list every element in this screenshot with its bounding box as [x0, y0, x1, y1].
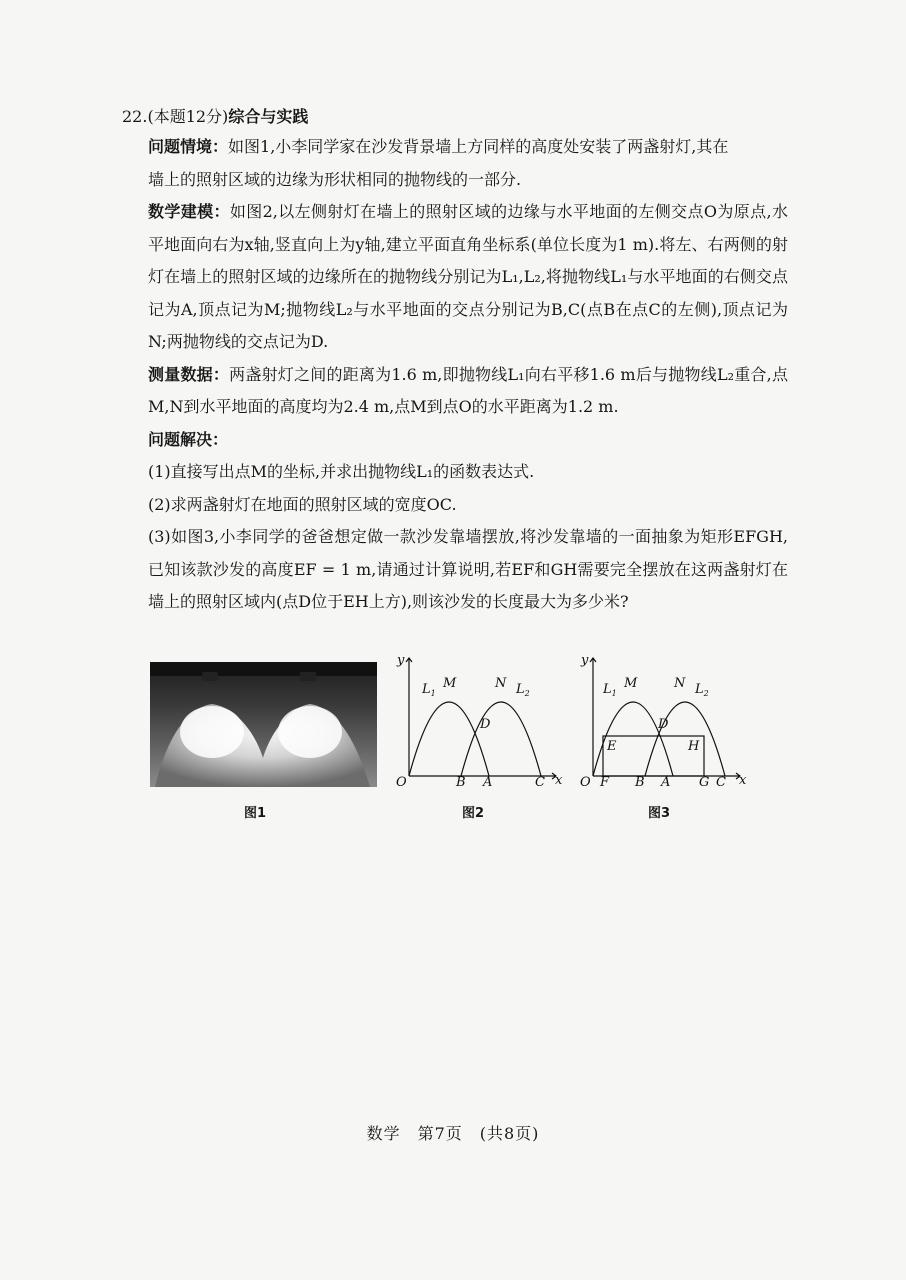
modeling-label: 数学建模： [148, 202, 230, 221]
origin-label: O [580, 775, 591, 788]
l1-label: $L_1$ [422, 682, 436, 698]
question-2: (2)求两盏射灯在地面的照射区域的宽度OC. [148, 494, 457, 514]
figure-1-caption: 图1 [244, 806, 267, 821]
parabola-l1 [593, 702, 673, 776]
origin-label: O [396, 775, 407, 788]
scenario-text-1: 如图1,小李同学家在沙发背景墙上方同样的高度处安装了两盏射灯,其在 [228, 137, 729, 156]
point-m-label: M [624, 676, 638, 691]
solving-label: 问题解决： [148, 429, 229, 449]
point-h-label: H [688, 739, 700, 754]
point-m-label: M [443, 676, 457, 691]
modeling-paragraph [148, 196, 788, 359]
l1-label: $L_1$ [603, 682, 617, 698]
x-axis-label: x [739, 773, 747, 788]
left-spotlight-icon [202, 672, 218, 681]
point-n-label: N [495, 676, 507, 691]
right-spotlight-icon [300, 672, 316, 681]
problem-header [122, 104, 308, 130]
measurement-label: 测量数据： [148, 364, 230, 384]
y-axis-label: y [581, 653, 589, 668]
measurement-paragraph [148, 359, 788, 424]
point-d-label: D [480, 717, 491, 732]
problem-score: (本题12分) [147, 107, 229, 126]
problem-number: 22. [122, 107, 148, 126]
solving-label-line [148, 424, 788, 457]
point-c-label: C [716, 775, 726, 788]
figure-2-graph [392, 648, 567, 788]
figure-3-graph [576, 648, 751, 788]
x-axis-label: x [555, 773, 563, 788]
parabola-l2 [645, 702, 725, 776]
figure-3-caption: 图3 [648, 806, 671, 821]
point-a-label: A [483, 775, 493, 788]
point-e-label: E [607, 739, 617, 754]
scenario-line-2: 墙上的照射区域的边缘为形状相同的抛物线的一部分. [148, 169, 522, 189]
scenario-line-1 [148, 131, 788, 164]
measurement-text: 两盏射灯之间的距离为1.6 m,即抛物线L₁向右平移1.6 m后与抛物线L₂重合,点M,N到水平地面的高度均为2.4 m,点M到点O的水平距离为1.2 m. [148, 364, 788, 416]
question-1: (1)直接写出点M的坐标,并求出抛物线L₁的函数表达式. [148, 462, 535, 481]
l2-label: $L_2$ [516, 682, 530, 698]
point-c-label: C [535, 775, 545, 788]
point-b-label: B [456, 775, 466, 788]
point-g-label: G [699, 775, 710, 788]
point-a-label: A [661, 775, 671, 788]
problem-body [148, 131, 788, 619]
figure-1-photo [150, 662, 377, 787]
page-footer: 数学 第7页 (共8页) [366, 1124, 540, 1143]
scenario-label: 问题情境： [148, 137, 229, 156]
figure-2-svg [392, 648, 567, 788]
wall-lights-photo [150, 662, 377, 787]
figure-3-svg [576, 648, 751, 788]
problem-title: 综合与实践 [228, 107, 309, 126]
point-b-label: B [635, 775, 645, 788]
modeling-text: 如图2,以左侧射灯在墙上的照射区域的边缘与水平地面的左侧交点O为原点,水平地面向右为x轴,竖直向上为y轴,建立平面直角坐标系(单位长度为1 m).将左、右两侧的射灯在墙上的照射区域的边缘所在的抛物线分别记为L₁,L₂,将抛物线L₁与水平地面的右侧交点记为A,顶点记为M;抛物线L₂与水平地面的交点分别记为B,C(点B在点C的左侧),顶点记为N;两抛物线的交点记为D. [148, 202, 788, 351]
figure-2-caption: 图2 [462, 806, 485, 821]
point-d-label: D [658, 717, 669, 732]
point-n-label: N [674, 676, 686, 691]
l2-label: $L_2$ [695, 682, 709, 698]
y-axis-label: y [397, 653, 405, 668]
point-f-label: F [600, 775, 610, 788]
parabola-l2 [461, 702, 541, 776]
parabola-l1 [409, 702, 489, 776]
question-3: (3)如图3,小李同学的爸爸想定做一款沙发靠墙摆放,将沙发靠墙的一面抽象为矩形EFGH,已知该款沙发的高度EF = 1 m,请通过计算说明,若EF和GH需要完全摆放在这两盏射灯在墙上的照射区域内(点D位于EH上方),则该沙发的长度最大为多少米? [148, 527, 788, 611]
